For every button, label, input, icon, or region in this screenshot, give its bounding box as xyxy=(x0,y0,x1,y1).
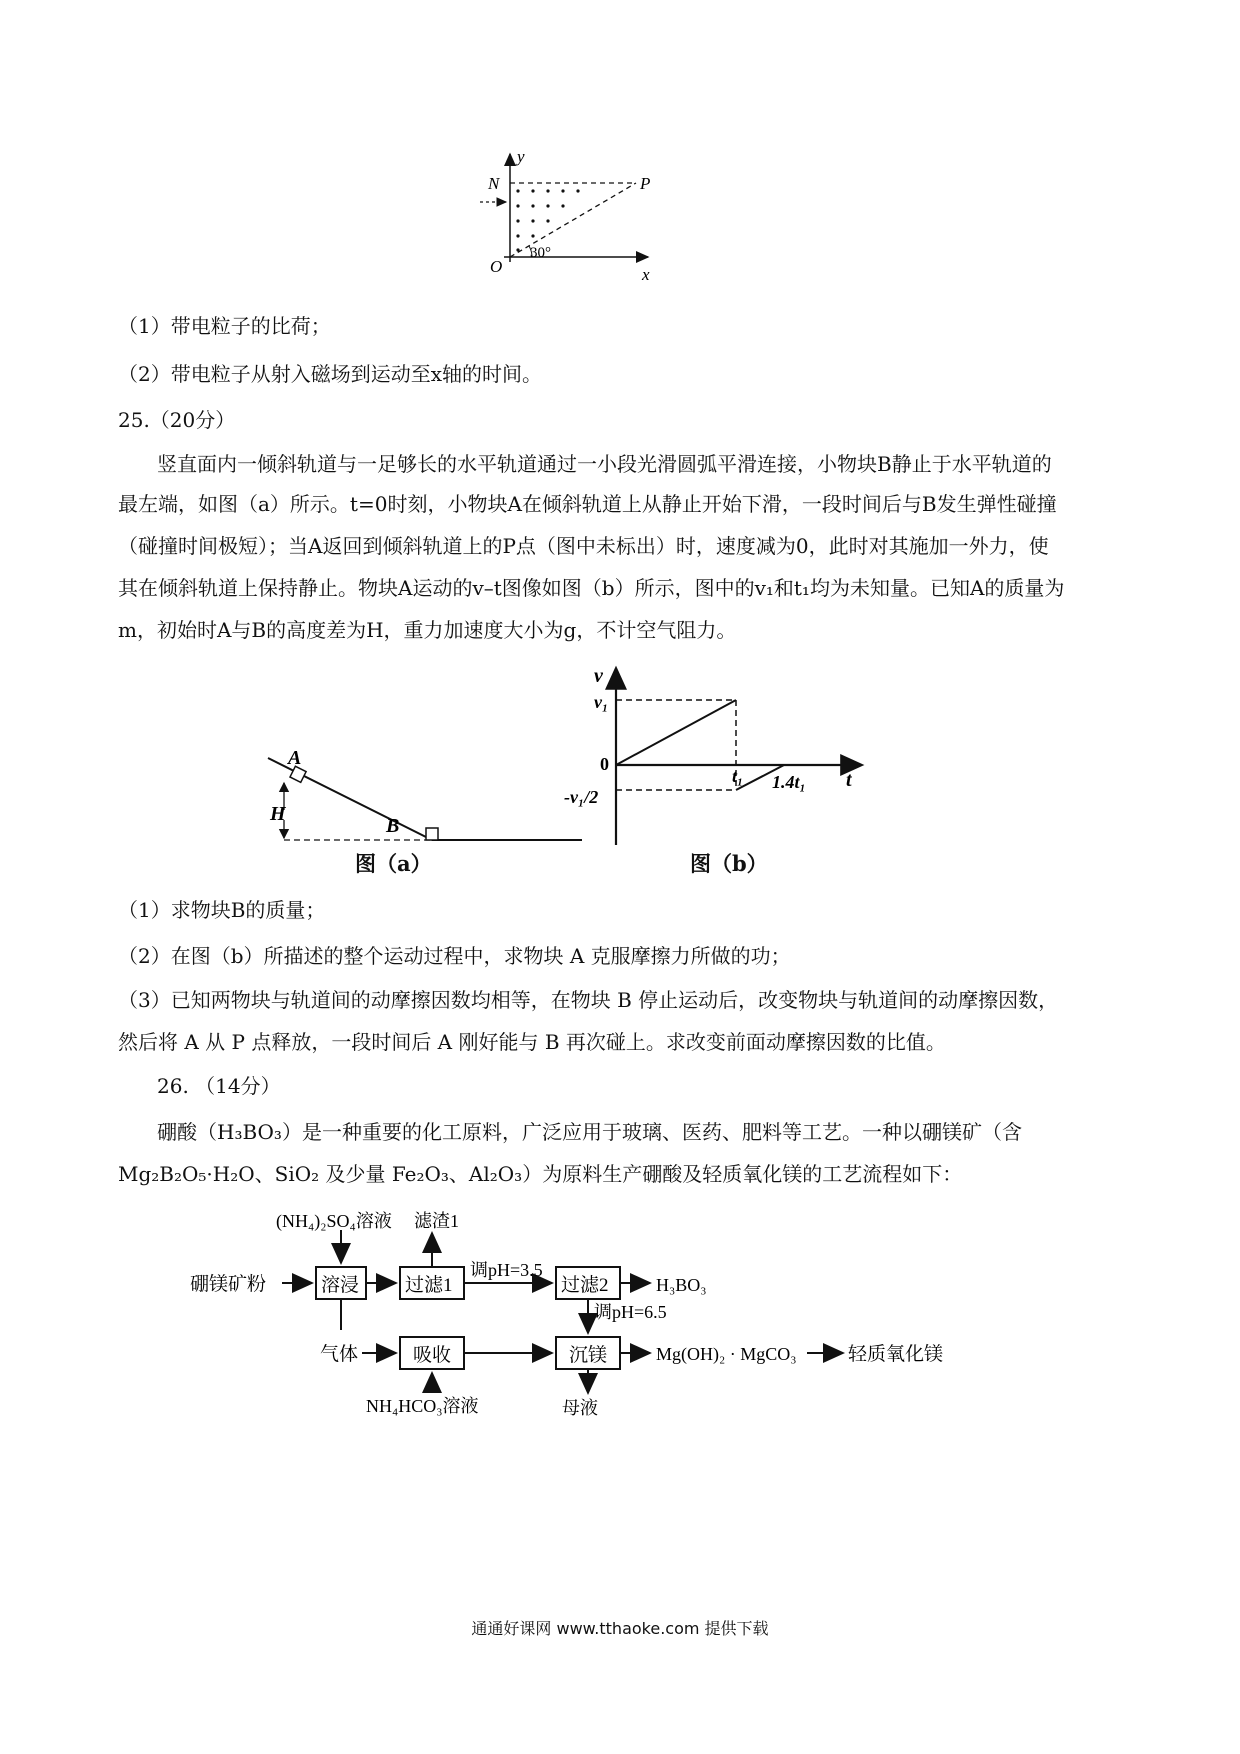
raw-label: 硼镁矿粉 xyxy=(190,1274,267,1295)
reagent1-label: (NH₄)₂SO₄溶液 xyxy=(276,1211,392,1231)
q25-para-line1: 竖直面内一倾斜轨道与一足够长的水平轨道通过一小段光滑圆弧平滑连接，小物块B静止于水平轨道的 xyxy=(157,452,1052,476)
box-xishou-label: 吸收 xyxy=(413,1345,452,1366)
angle-label: 30° xyxy=(530,245,551,261)
q25-sub1: （1）求物块B的质量； xyxy=(118,898,326,922)
gas-label: 气体 xyxy=(320,1344,359,1365)
box-rongjin-label: 溶浸 xyxy=(321,1275,360,1296)
residue1-label: 滤渣1 xyxy=(414,1211,459,1231)
figure-b-caption: 图（b） xyxy=(690,851,768,876)
q26-para-line1: 硼酸（H₃BO₃）是一种重要的化工原料，广泛应用于玻璃、医药、肥料等工艺。一种以硼镁矿（含 xyxy=(157,1120,1022,1144)
neg-label: -v₁/2 xyxy=(564,787,599,807)
box-guolv1-label: 过滤1 xyxy=(405,1275,453,1296)
box-chenmei-label: 沉镁 xyxy=(569,1345,608,1366)
boundary-op xyxy=(510,183,636,257)
t14-label: 1.4t₁ xyxy=(772,772,806,792)
y-axis-label: y xyxy=(517,147,525,166)
t1-label: t₁ xyxy=(732,766,744,786)
h3bo3-label: H₃BO₃ xyxy=(656,1275,707,1295)
q25-sub3-line2: 然后将 A 从 P 点释放，一段时间后 A 刚好能与 B 再次碰上。求改变前面动摩擦因数的比值。 xyxy=(118,1030,946,1054)
origin-label: O xyxy=(490,257,503,276)
b-label: B xyxy=(386,815,400,837)
h-label: H xyxy=(270,803,286,825)
vt-series-1 xyxy=(616,700,736,765)
n-label: N xyxy=(488,174,500,193)
q25-para-line5: m，初始时A与B的高度差为H，重力加速度大小为g，不计空气阻力。 xyxy=(118,618,737,642)
q26-para-line2: Mg₂B₂O₅·H₂O、SiO₂ 及少量 Fe₂O₃、Al₂O₃）为原料生产硼酸及轻质氧化镁的工艺流程如下： xyxy=(118,1162,963,1186)
q25-para-line3: （碰撞时间极短）；当A返回到倾斜轨道上的P点（图中未标出）时，速度减为0，此时对其施加一外力，使 xyxy=(118,534,1049,558)
mother-label: 母液 xyxy=(562,1398,598,1418)
q25-sub3-line1: （3）已知两物块与轨道间的动摩擦因数均相等，在物块 B 停止运动后，改变物块与轨道间的动摩擦因数， xyxy=(118,988,1059,1012)
box-guolv2-label: 过滤2 xyxy=(561,1275,609,1296)
block-b xyxy=(426,828,438,840)
q25-header: 25.（20分） xyxy=(118,408,236,432)
figure-b-chart xyxy=(560,660,890,850)
origin-label: 0 xyxy=(600,754,609,774)
field-dots xyxy=(516,189,579,251)
a-label: A xyxy=(288,747,302,769)
q24-sub2: （2）带电粒子从射入磁场到运动至x轴的时间。 xyxy=(118,362,543,386)
p-label: P xyxy=(640,174,651,193)
product2-label: Mg(OH)₂ · MgCO₃ xyxy=(656,1344,797,1364)
q24-sub1: （1）带电粒子的比荷； xyxy=(118,314,331,338)
q25-para-line4: 其在倾斜轨道上保持静止。物块A运动的v–t图像如图（b）所示，图中的v₁和t₁均为未知量。已知A的质量为 xyxy=(118,576,1065,600)
ph2-label: 调pH=6.5 xyxy=(594,1302,667,1322)
footer: 通通好课网 www.tthaoke.com 提供下载 xyxy=(471,1619,769,1638)
v-axis-label: v xyxy=(594,665,603,687)
q26-header: 26. （14分） xyxy=(157,1074,281,1098)
ph1-label: 调pH=3.5 xyxy=(470,1260,543,1280)
v1-label: v₁ xyxy=(594,692,609,712)
product3-label: 轻质氧化镁 xyxy=(848,1344,944,1365)
q25-sub2: （2）在图（b）所描述的整个运动过程中，求物块 A 克服摩擦力所做的功； xyxy=(118,944,791,968)
field-figure xyxy=(470,140,690,285)
reagent2-label: NH₄HCO₃溶液 xyxy=(366,1396,479,1416)
x-axis-label: x xyxy=(642,265,650,284)
process-flowchart xyxy=(190,1200,1060,1430)
t-axis-label: t xyxy=(846,769,852,791)
figure-a-caption: 图（a） xyxy=(355,851,432,876)
q25-para-line2: 最左端，如图（a）所示。t=0时刻，小物块A在倾斜轨道上从静止开始下滑，一段时间后与B发生弹性碰撞 xyxy=(118,492,1057,516)
